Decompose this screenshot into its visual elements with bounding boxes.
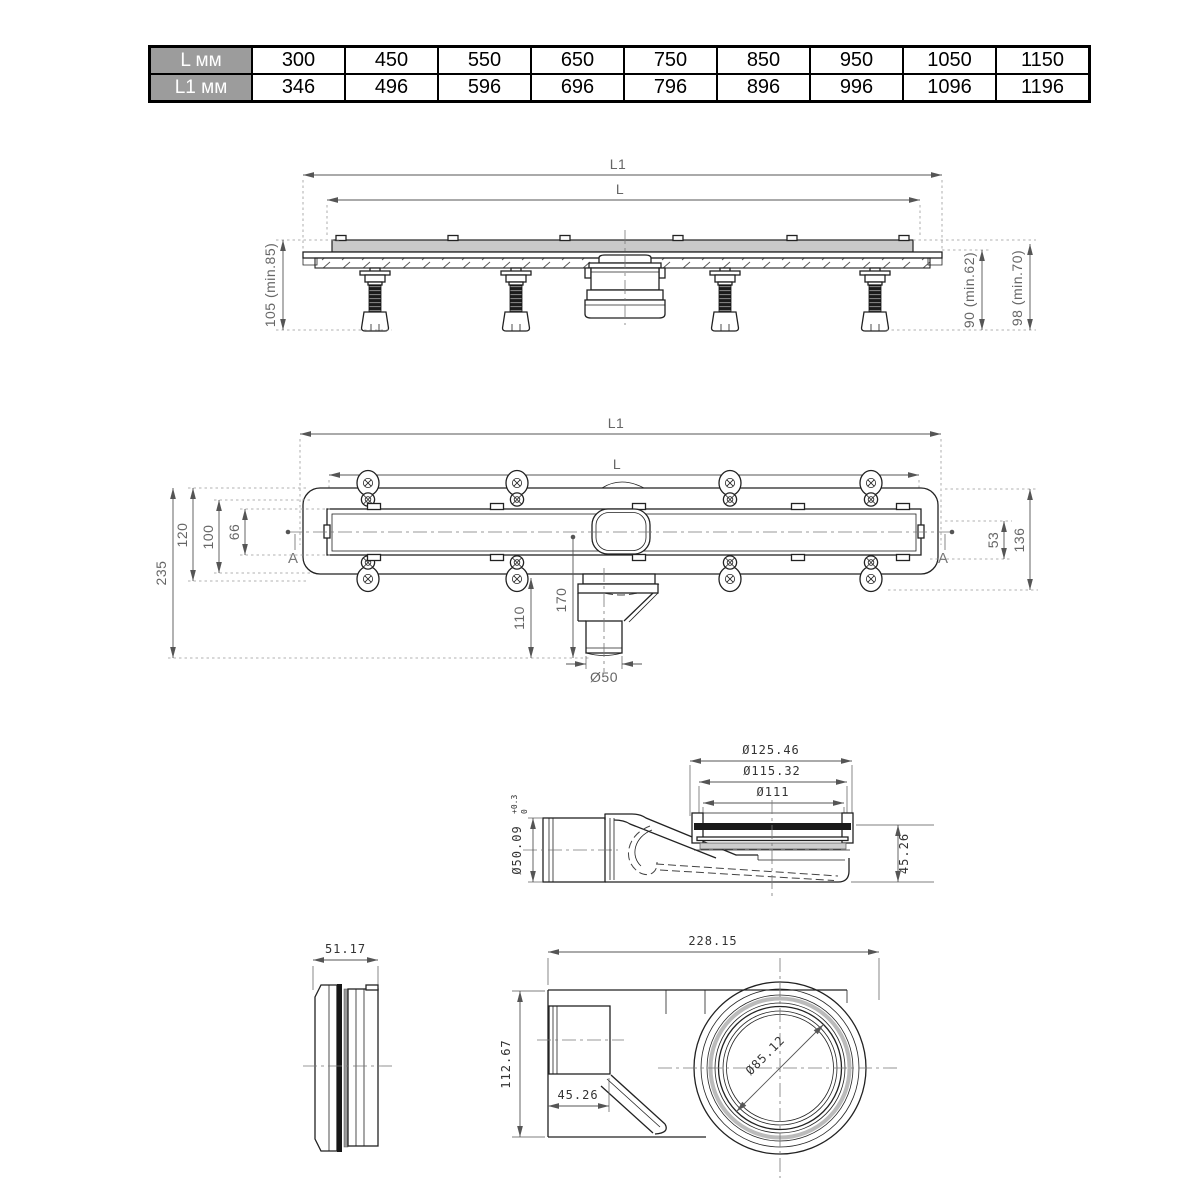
adjustable-foot	[501, 268, 531, 331]
table-cell: 796	[624, 74, 717, 102]
dim-label-d111: Ø111	[756, 785, 790, 799]
table-cell: 996	[810, 74, 903, 102]
section-marker-a-left: A	[287, 550, 299, 567]
table-cell: 1050	[903, 47, 996, 75]
table-cell: 896	[717, 74, 810, 102]
plan-view	[153, 415, 1038, 685]
flange-disc	[315, 985, 337, 1151]
dim-label-53: 53	[985, 531, 1001, 549]
dim-label-l: L	[612, 456, 622, 472]
dim-label-51-17: 51.17	[324, 942, 367, 956]
dim-label-112-67: 112.67	[499, 1039, 513, 1089]
table-cell: 1196	[996, 74, 1090, 102]
table-cell: 450	[345, 47, 438, 75]
dim-label-235: 235	[153, 560, 169, 586]
table-cell: 346	[252, 74, 345, 102]
row-header-l: L мм	[150, 47, 253, 75]
dim-label-45-26-section: 45.26	[897, 832, 911, 875]
dim-label-d50-09	[510, 795, 529, 875]
dim-label-170: 170	[553, 587, 569, 613]
adjustable-foot	[710, 268, 740, 331]
dim-label-90: 90 (min.62)	[961, 251, 977, 329]
grate-strip	[332, 240, 913, 252]
table-cell: 850	[717, 47, 810, 75]
section-view	[510, 743, 934, 896]
gasket	[337, 984, 342, 1152]
svg-text:Ø50.09: Ø50.09	[510, 825, 524, 875]
table-cell: 1150	[996, 47, 1090, 75]
table-cell: 550	[438, 47, 531, 75]
dim-label-105: 105 (min.85)	[262, 242, 278, 328]
dim-label-d115: Ø115.32	[743, 764, 801, 778]
dim-label-228-15: 228.15	[688, 934, 738, 948]
dim-label-66: 66	[226, 523, 242, 541]
dim-label-d125: Ø125.46	[742, 743, 800, 757]
table-cell: 300	[252, 47, 345, 75]
dim-label-100: 100	[200, 524, 216, 550]
dim-label-45-26-bottom: 45.26	[557, 1088, 599, 1102]
outlet-assembly	[578, 568, 659, 672]
dim-label-d50: Ø50	[590, 669, 618, 685]
trap-top-view	[499, 934, 898, 1178]
row-header-l1: L1 мм	[150, 74, 253, 102]
dim-label-98: 98 (min.70)	[1009, 249, 1025, 327]
table-cell: 650	[531, 47, 624, 75]
table-cell: 1096	[903, 74, 996, 102]
dim-label-l1: L1	[609, 156, 627, 172]
flange-side-view	[303, 942, 392, 1152]
table-cell: 496	[345, 74, 438, 102]
side-elevation-view	[262, 156, 1036, 331]
dim-label-120: 120	[174, 522, 190, 548]
tolerance-upper: +0.3	[510, 794, 519, 814]
dim-label-l: L	[615, 181, 625, 197]
adjustable-foot	[360, 268, 390, 331]
dim-label-d85-12: Ø85.12	[742, 1032, 788, 1078]
grate-frame-section	[692, 813, 853, 850]
table-cell: 696	[531, 74, 624, 102]
adjustable-foot	[860, 268, 890, 331]
table-cell: 750	[624, 47, 717, 75]
grate-bar	[694, 823, 851, 830]
dim-label-136: 136	[1011, 527, 1027, 553]
table-cell: 950	[810, 47, 903, 75]
table-cell: 596	[438, 74, 531, 102]
section-marker-a-right: A	[937, 550, 949, 567]
dim-label-l1: L1	[607, 415, 625, 431]
dim-label-110: 110	[511, 606, 527, 630]
tolerance-lower: 0	[520, 809, 529, 814]
